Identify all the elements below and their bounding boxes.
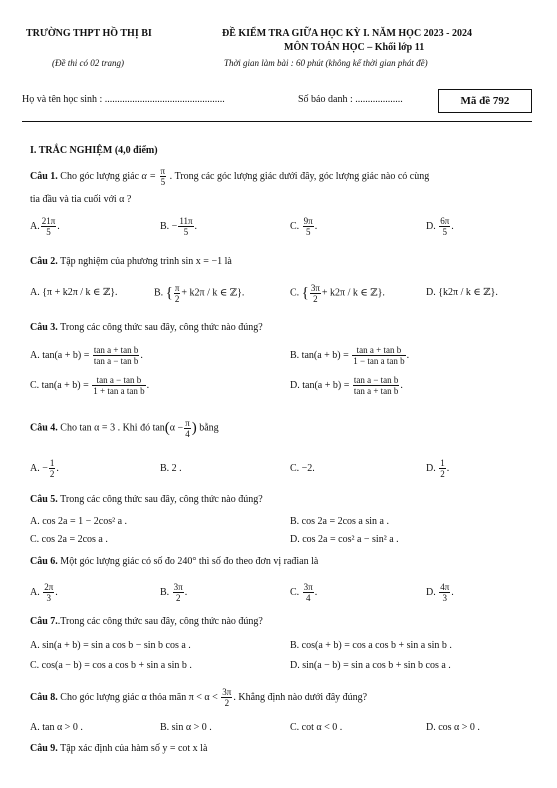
q1-option-b[interactable]: B. − $\frac{11\pi}{5}$ . xyxy=(160,216,198,238)
q7-text: .Trong các công thức sau đây, công thức nào đúng? xyxy=(57,616,263,627)
q7-option-a[interactable]: A. sin(a + b) = sin a cos b − sin b cos a . xyxy=(30,640,191,651)
question-7 xyxy=(30,616,263,627)
header-divider xyxy=(22,121,532,122)
q4-text-a: Cho tan α = 3 . Khi đó tan xyxy=(60,422,165,434)
q6-text: Một góc lượng giác có số đo 240° thì số đo theo đơn vị rađian là xyxy=(60,556,319,567)
q1-alpha: α = xyxy=(141,171,157,182)
q8-text-b: . Khẳng định nào dưới đây đúng? xyxy=(233,692,368,703)
q2-option-b[interactable]: B. { $\frac{\pi}{2}$ + k2π / k ∈ ℤ}. xyxy=(154,282,245,304)
q5-option-d[interactable]: D. cos 2a = cos² a − sin² a . xyxy=(290,534,399,545)
q8-option-b[interactable]: B. sin α > 0 . xyxy=(160,722,212,733)
q1-option-d[interactable]: D. $\frac{6\pi}{5}$ . xyxy=(426,216,454,238)
q3-option-d[interactable]: D. tan(a + b) = $\frac{\text{tan a − tan b}}{\text{tan a + tan b}}$ . xyxy=(290,375,403,397)
q6-option-c[interactable]: C. $\frac{3\pi}{4}$ . xyxy=(290,582,318,604)
q1-line2: tia đầu và tia cuối với α ? xyxy=(30,194,132,205)
exam-code-box: Mã đề 792 xyxy=(438,89,532,113)
q7-option-c[interactable]: C. cos(a − b) = cos a cos b + sin a sin b . xyxy=(30,660,192,671)
q9-label: Câu 9. xyxy=(30,743,58,754)
q7-option-b[interactable]: B. cos(a + b) = cos a cos b + sin a sin b . xyxy=(290,640,452,651)
exam-title: ĐỀ KIỂM TRA GIỮA HỌC KỲ I. NĂM HỌC 2023 - 2024 xyxy=(222,28,473,39)
q4-option-d[interactable]: D. $\frac{1}{2}$ . xyxy=(426,458,450,480)
q2-option-a[interactable]: A. {π + k2π / k ∈ ℤ}. xyxy=(30,287,118,298)
student-name-field xyxy=(22,94,225,105)
question-3 xyxy=(30,322,263,333)
q2-text: Tập nghiệm của phương trình sin x = −1 là xyxy=(60,256,232,267)
sbd-dots: ................... xyxy=(355,94,403,105)
question-1 xyxy=(30,164,429,190)
q8-text-a: Cho góc lượng giác α thỏa mãn π < α < xyxy=(60,692,218,703)
sbd-label: Số báo danh : xyxy=(298,94,353,105)
question-4: Câu 4. Cho tan α = 3 . Khi đó tan(α − $\frac{\pi}{4}$ ) bằng xyxy=(30,417,219,439)
q8-frac: $\frac{3\pi}{2}$ xyxy=(222,687,232,709)
q1-text-a: Cho góc lượng giác xyxy=(60,171,140,182)
q8-option-a[interactable]: A. tan α > 0 . xyxy=(30,722,83,733)
q1-option-c[interactable]: C. $\frac{9\pi}{5}$ . xyxy=(290,216,318,238)
q3-option-c[interactable]: C. tan(a + b) = $\frac{\text{tan a − tan b}}{\text{1 + tan a tan b}}$ . xyxy=(30,375,150,397)
q7-label: Câu 7. xyxy=(30,616,58,627)
q4-option-c[interactable]: C. −2. xyxy=(290,463,315,474)
question-8 xyxy=(30,684,367,712)
q6-label: Câu 6. xyxy=(30,556,58,567)
q1-label: Câu 1. xyxy=(30,171,58,182)
pages-note: (Đề thi có 02 trang) xyxy=(52,58,124,68)
q1-alpha-frac: $\frac{\pi}{5}$ xyxy=(160,166,166,188)
q3-option-b[interactable]: B. tan(a + b) = $\frac{\text{tan a + tan b}}{\text{1 − tan a tan b}}$ . xyxy=(290,345,410,367)
q8-option-d[interactable]: D. cos α > 0 . xyxy=(426,722,480,733)
q2-option-d[interactable]: D. {k2π / k ∈ ℤ}. xyxy=(426,287,498,298)
q2-option-c[interactable]: C. { $\frac{3\pi}{2}$ + k2π / k ∈ ℤ}. xyxy=(290,282,385,304)
q2-label: Câu 2. xyxy=(30,256,58,267)
q4-text-b: bằng xyxy=(199,422,219,434)
sbd-field xyxy=(298,94,403,105)
q5-text: Trong các công thức sau đây, công thức nào đúng? xyxy=(60,494,263,505)
q9-text: Tập xác định của hàm số y = cot x là xyxy=(60,743,208,754)
q1-option-a[interactable]: A. $\frac{21\pi}{5}$ . xyxy=(30,216,60,238)
q6-option-d[interactable]: D. $\frac{4\pi}{3}$ . xyxy=(426,582,454,604)
q3-label: Câu 3. xyxy=(30,322,58,333)
school-name: TRƯỜNG THPT HỒ THỊ BI xyxy=(26,28,152,39)
q5-option-a[interactable]: A. cos 2a = 1 − 2cos² a . xyxy=(30,516,128,527)
q5-label: Câu 5. xyxy=(30,494,58,505)
time-note: Thời gian làm bài : 60 phút (không kể thời gian phát đề) xyxy=(224,58,428,68)
q8-label: Câu 8. xyxy=(30,692,58,703)
question-9 xyxy=(30,743,207,754)
q4-option-a[interactable]: A. − $\frac{1}{2}$ . xyxy=(30,458,59,480)
q1-text-b: . Trong các góc lượng giác dưới đây, góc lượng giác nào có cùng xyxy=(169,171,430,182)
question-6 xyxy=(30,556,318,567)
q7-option-d[interactable]: D. sin(a − b) = sin a cos b + sin b cos a . xyxy=(290,660,451,671)
student-name-label: Họ và tên học sinh : xyxy=(22,94,103,105)
q3-text: Trong các công thức sau đây, công thức nào đúng? xyxy=(60,322,263,333)
q3-option-a[interactable]: A. tan(a + b) = $\frac{\text{tan a + tan b}}{\text{tan a − tan b}}$ . xyxy=(30,345,143,367)
question-2 xyxy=(30,256,232,267)
q6-option-a[interactable]: A. $\frac{2\pi}{3}$ . xyxy=(30,582,58,604)
q6-option-b[interactable]: B. $\frac{3\pi}{2}$ . xyxy=(160,582,188,604)
question-5 xyxy=(30,494,263,505)
subject-line: MÔN TOÁN HỌC – Khối lớp 11 xyxy=(284,42,425,53)
section-title: I. TRẮC NGHIỆM (4,0 điểm) xyxy=(30,145,158,156)
q8-option-c[interactable]: C. cot α < 0 . xyxy=(290,722,343,733)
q5-option-c[interactable]: C. cos 2a = 2cos a . xyxy=(30,534,108,545)
q4-option-b[interactable]: B. 2 . xyxy=(160,463,182,474)
student-name-dots: ................................................ xyxy=(104,94,225,105)
q5-option-b[interactable]: B. cos 2a = 2cos a sin a . xyxy=(290,516,389,527)
q4-label: Câu 4. xyxy=(30,422,58,434)
